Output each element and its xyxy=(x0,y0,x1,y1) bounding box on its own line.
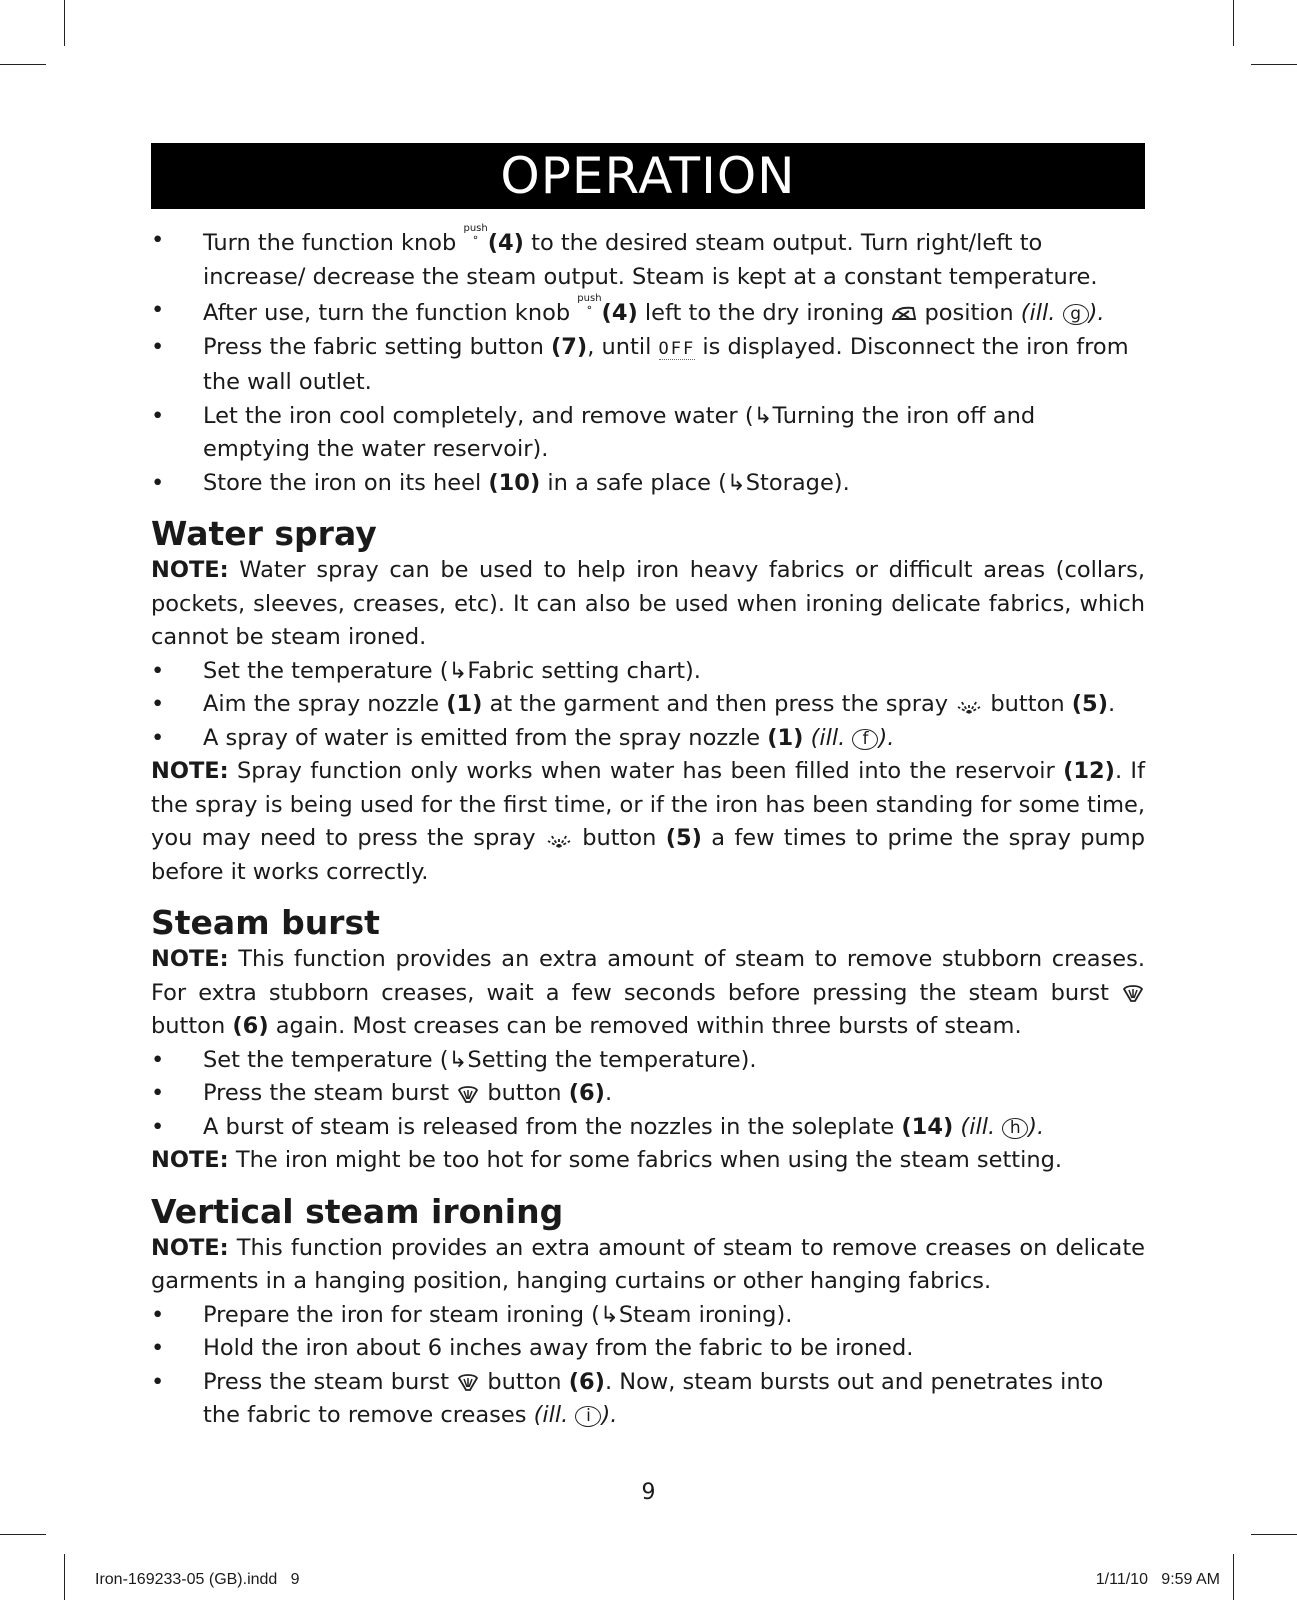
illustration-ref: f xyxy=(852,729,878,750)
note-paragraph: NOTE: This function provides an extra amount of steam to remove stubborn creases. For extra stubborn creases, wait a few seconds before pressing the steam burst button (6) again. Most creases can be removed within three bursts of steam. xyxy=(151,946,1145,1039)
dry-ironing-icon xyxy=(891,305,917,323)
slug-right: 1/11/10 9:59 AM xyxy=(1095,1571,1220,1588)
spray-icon xyxy=(545,829,573,849)
crop-mark xyxy=(64,0,65,46)
list-item: • Press the steam burst button (6). xyxy=(151,1077,1145,1111)
note-paragraph: NOTE: Water spray can be used to help iron heavy fabrics or difficult areas (collars, pockets, sleeves, creases, etc). It can also be used when ironing delicate fabrics, which cannot be steam ironed. xyxy=(151,557,1145,650)
list-item: • A burst of steam is released from the nozzles in the soleplate (14) (ill. h ). xyxy=(151,1111,1145,1145)
crop-mark xyxy=(0,64,46,65)
function-knob-icon: push ⚬ xyxy=(577,293,602,314)
list-item: • Turn the function knob push ⚬ (4) to the desired steam output. Turn right/left to increase/ decrease the steam output. Steam is kept at a constant temperature. xyxy=(151,224,1145,294)
list-item: • Store the iron on its heel (10) in a safe place (↳Storage). xyxy=(151,467,1145,501)
steam-burst-icon xyxy=(456,1084,480,1104)
steam-burst-icon xyxy=(1121,983,1145,1003)
cross-reference-arrow-icon: ↳ xyxy=(448,657,468,684)
crop-mark xyxy=(0,1534,46,1535)
steam-burst-icon xyxy=(456,1372,480,1392)
crop-mark xyxy=(1233,0,1234,46)
note-paragraph: NOTE: Spray function only works when water has been filled into the reservoir (12). If the spray is being used for the first time, or if the iron has been standing for some time, you may need to press the spray button (5) a few times to prime the spray pump before it works correctly. xyxy=(151,758,1145,885)
page-number: 9 xyxy=(641,1480,656,1505)
list-item: • Aim the spray nozzle (1) at the garment and then press the spray button (5). xyxy=(151,688,1145,722)
section-heading-vertical-steam: Vertical steam ironing xyxy=(151,1191,564,1231)
list-item: • Hold the iron about 6 inches away from the fabric to be ironed. xyxy=(151,1332,1145,1366)
list-item: • A spray of water is emitted from the spray nozzle (1) (ill. f ). xyxy=(151,722,1145,756)
cross-reference-arrow-icon: ↳ xyxy=(726,469,746,496)
crop-mark xyxy=(1233,1554,1234,1600)
list-item: • Set the temperature (↳Setting the temperature). xyxy=(151,1044,1145,1078)
display-off-text: OFF xyxy=(658,338,696,359)
water-spray-list xyxy=(151,655,1145,756)
cross-reference-arrow-icon: ↳ xyxy=(599,1301,619,1328)
illustration-ref: i xyxy=(575,1406,601,1427)
list-item: • After use, turn the function knob push ⚬ (4) left to the dry ironing position (ill. g ). xyxy=(151,294,1145,331)
spray-icon xyxy=(955,695,983,715)
list-item: • Prepare the iron for steam ironing (↳Steam ironing). xyxy=(151,1299,1145,1333)
function-knob-icon: push ⚬ xyxy=(463,223,488,244)
cross-reference-arrow-icon: ↳ xyxy=(753,402,773,429)
page-title: OPERATION xyxy=(151,143,1145,209)
note-paragraph: NOTE: This function provides an extra amount of steam to remove creases on delicate garments in a hanging position, hanging curtains or other hanging fabrics. xyxy=(151,1234,1145,1294)
list-item: • Press the fabric setting button (7), until OFF is displayed. Disconnect the iron from the wall outlet. xyxy=(151,331,1145,400)
illustration-ref: g xyxy=(1063,304,1089,325)
cross-reference-arrow-icon: ↳ xyxy=(448,1046,468,1073)
section-heading-water-spray: Water spray xyxy=(151,514,377,553)
page-content xyxy=(151,224,1145,1433)
list-item: • Let the iron cool completely, and remove water (↳Turning the iron off and emptying the water reservoir). xyxy=(151,400,1145,467)
crop-mark xyxy=(1251,1534,1297,1535)
list-item: • Press the steam burst button (6). Now, steam bursts out and penetrates into the fabric to remove creases (ill. i ). xyxy=(151,1366,1145,1433)
section-heading-steam-burst: Steam burst xyxy=(151,903,380,942)
vertical-steam-list xyxy=(151,1299,1145,1433)
crop-mark xyxy=(64,1554,65,1600)
steam-burst-list xyxy=(151,1044,1145,1145)
intro-list xyxy=(151,224,1145,500)
crop-mark xyxy=(1251,64,1297,65)
list-item: • Set the temperature (↳Fabric setting chart). xyxy=(151,655,1145,689)
illustration-ref: h xyxy=(1002,1118,1028,1139)
note-paragraph: NOTE: The iron might be too hot for some fabrics when using the steam setting. xyxy=(151,1147,1063,1173)
slug-left: Iron-169233-05 (GB).indd 9 xyxy=(95,1571,300,1588)
